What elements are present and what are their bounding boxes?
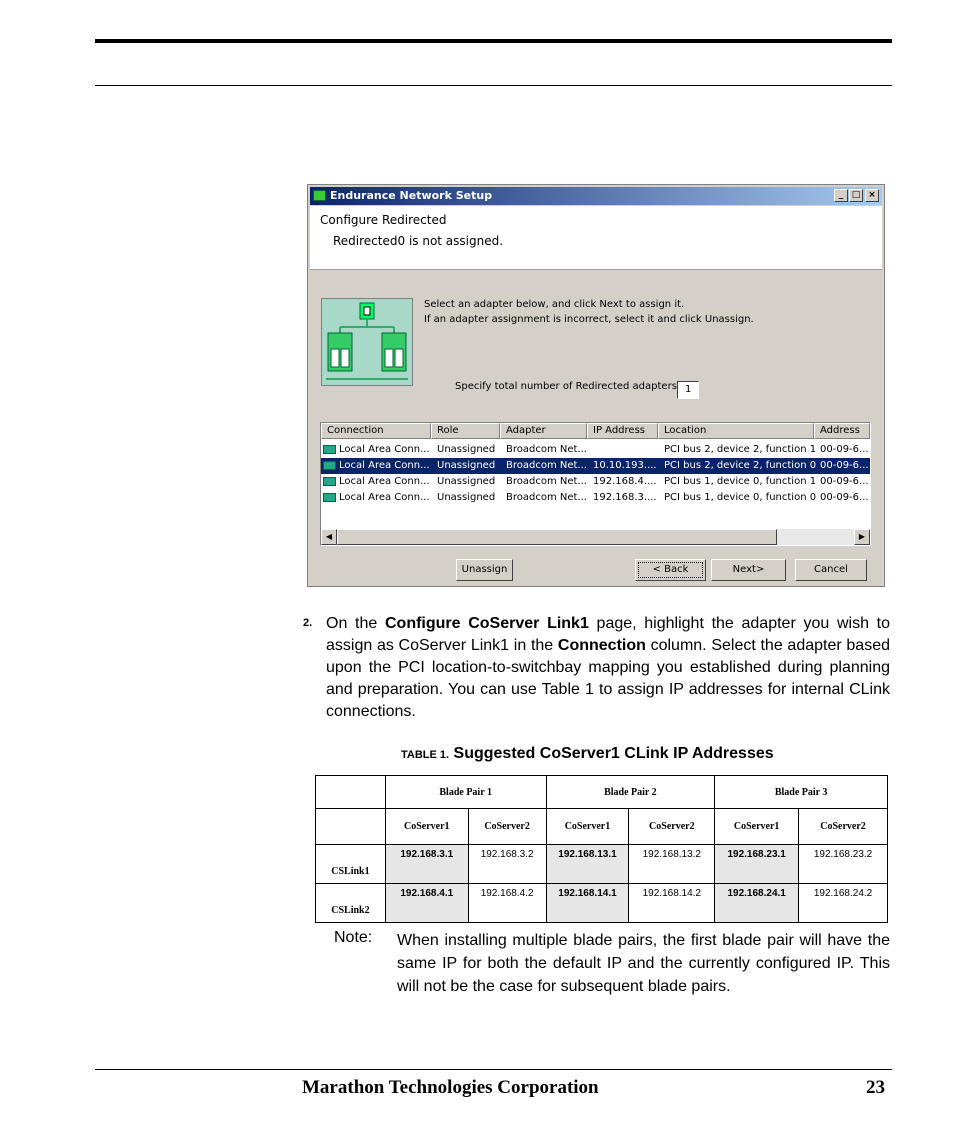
network-adapter-icon bbox=[323, 461, 336, 470]
blade-pair-header: Blade Pair 3 bbox=[715, 776, 888, 809]
coserver-header: CoServer2 bbox=[629, 809, 715, 845]
step-paragraph: On the Configure CoServer Link1 page, highlight the adapter you wish to assign as CoServer Link1 in the Connection column. Select the adapter based upon the PCI location-to-switchbay mapping you established during planning and preparation. You can use Table 1 to assign IP addresses for internal CLink connections. bbox=[326, 615, 891, 720]
list-item-selected[interactable]: Local Area Conn... Unassigned Broadcom Net... 10.10.193.... PCI bus 2, device 2, function 0 00-09-6... bbox=[321, 458, 870, 474]
table-row bbox=[316, 809, 888, 845]
table-title: Suggested CoServer1 CLink IP Addresses bbox=[453, 745, 774, 762]
step-number: 2. bbox=[303, 617, 313, 629]
app-icon bbox=[313, 190, 326, 201]
network-setup-dialog bbox=[307, 184, 885, 587]
ip-cell: 192.168.24.2 bbox=[799, 884, 888, 923]
network-adapter-icon bbox=[323, 477, 336, 486]
ip-cell: 192.168.23.1 bbox=[715, 845, 799, 884]
header-rule-thick bbox=[95, 39, 892, 43]
column-header-ip-address[interactable]: IP Address bbox=[587, 423, 658, 439]
dialog-title: Endurance Network Setup bbox=[330, 189, 493, 202]
coserver-header: CoServer1 bbox=[385, 809, 468, 845]
blade-pair-header: Blade Pair 1 bbox=[385, 776, 546, 809]
footer-rule bbox=[95, 1069, 892, 1070]
ip-address-table bbox=[315, 775, 888, 923]
list-item[interactable]: Local Area Conn... Unassigned Broadcom Net... 192.168.3.... PCI bus 1, device 0, function 0 00-09-6... bbox=[321, 490, 870, 506]
column-header-role[interactable]: Role bbox=[431, 423, 500, 439]
unassign-button[interactable]: Unassign bbox=[456, 559, 513, 581]
wizard-heading: Configure Redirected bbox=[320, 213, 447, 227]
network-adapter-icon bbox=[323, 445, 336, 454]
footer-company: Marathon Technologies Corporation bbox=[302, 1077, 599, 1098]
table-label: TABLE 1. bbox=[401, 749, 450, 761]
header-rule-thin bbox=[95, 85, 892, 86]
list-item[interactable]: Local Area Conn... Unassigned Broadcom Net... 192.168.4.... PCI bus 1, device 0, function 1 00-09-6... bbox=[321, 474, 870, 490]
close-icon[interactable]: × bbox=[865, 189, 879, 202]
horizontal-scrollbar[interactable] bbox=[321, 529, 870, 545]
page-number: 23 bbox=[866, 1077, 885, 1098]
back-button[interactable]: < Back bbox=[635, 559, 706, 581]
ip-cell: 192.168.3.1 bbox=[385, 845, 468, 884]
scrollbar-thumb[interactable] bbox=[337, 529, 777, 545]
scroll-left-icon[interactable]: ◀ bbox=[321, 529, 337, 545]
network-diagram-icon bbox=[321, 298, 413, 386]
ip-cell: 192.168.13.2 bbox=[629, 845, 715, 884]
ip-cell: 192.168.4.2 bbox=[468, 884, 546, 923]
maximize-icon[interactable]: □ bbox=[849, 189, 863, 202]
instruction-text-1: Select an adapter below, and click Next to assign it. bbox=[424, 299, 685, 310]
ip-cell: 192.168.4.1 bbox=[385, 884, 468, 923]
coserver-header: CoServer2 bbox=[468, 809, 546, 845]
column-header-adapter[interactable]: Adapter bbox=[500, 423, 587, 439]
adapter-count-label: Specify total number of Redirected adapters bbox=[455, 381, 677, 392]
ip-cell: 192.168.14.1 bbox=[546, 884, 629, 923]
table-caption bbox=[401, 745, 774, 763]
table-row bbox=[316, 776, 888, 809]
row-label: CSLink2 bbox=[316, 884, 386, 923]
ip-cell: 192.168.24.1 bbox=[715, 884, 799, 923]
next-button[interactable]: Next> bbox=[711, 559, 786, 581]
blade-pair-header: Blade Pair 2 bbox=[546, 776, 715, 809]
coserver-header: CoServer2 bbox=[799, 809, 888, 845]
ip-cell: 192.168.3.2 bbox=[468, 845, 546, 884]
wizard-subheading: Redirected0 is not assigned. bbox=[333, 234, 504, 248]
column-header-connection[interactable]: Connection bbox=[321, 423, 431, 439]
coserver-header: CoServer1 bbox=[715, 809, 799, 845]
cancel-button[interactable]: Cancel bbox=[795, 559, 867, 581]
minimize-icon[interactable]: _ bbox=[834, 189, 848, 202]
wizard-header bbox=[310, 206, 882, 270]
adapter-list[interactable] bbox=[320, 422, 871, 546]
table-row bbox=[316, 884, 888, 923]
dialog-titlebar[interactable] bbox=[310, 187, 882, 205]
ip-cell: 192.168.13.1 bbox=[546, 845, 629, 884]
column-header-address[interactable]: Address bbox=[814, 423, 870, 439]
instruction-text-2: If an adapter assignment is incorrect, select it and click Unassign. bbox=[424, 314, 754, 325]
list-item[interactable]: Local Area Conn... Unassigned Broadcom Net... PCI bus 2, device 2, function 1 00-09-6... bbox=[321, 442, 870, 458]
table-row bbox=[316, 845, 888, 884]
scroll-right-icon[interactable]: ▶ bbox=[854, 529, 870, 545]
adapter-count-field[interactable]: 1 bbox=[677, 381, 699, 399]
note-text: When installing multiple blade pairs, the first blade pair will have the same IP for both the default IP and the currently configured IP. This will not be the case for subsequent blade pairs. bbox=[397, 932, 890, 995]
ip-cell: 192.168.23.2 bbox=[799, 845, 888, 884]
column-header-location[interactable]: Location bbox=[658, 423, 814, 439]
ip-cell: 192.168.14.2 bbox=[629, 884, 715, 923]
network-adapter-icon bbox=[323, 493, 336, 502]
row-label: CSLink1 bbox=[316, 845, 386, 884]
coserver-header: CoServer1 bbox=[546, 809, 629, 845]
note-label: Note: bbox=[334, 929, 373, 946]
